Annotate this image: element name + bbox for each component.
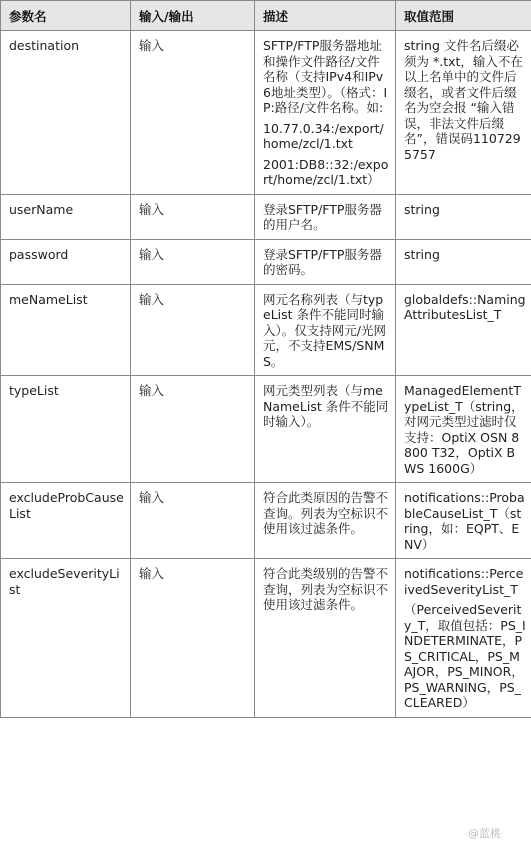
io-cell: 输入 [131,31,255,195]
description-cell [255,376,396,483]
header-param-name: 参数名 [1,1,131,31]
table-row [1,194,531,239]
value-range-text: ManagedElementTypeList_T（string，对网元类型过滤时仅支持：OptiX OSN 8800 T32，OptiX BWS 1600G） [404,383,524,476]
param-name-cell: typeList [1,376,131,483]
description-example-ipv6: 2001:DB8::32:/export/home/zcl/1.txt） [263,156,389,187]
description-example-ipv4: 10.77.0.34:/export/home/zcl/1.txt [263,120,384,151]
description-text: SFTP/FTP服务器地址和操作文件路径/文件名称（支持IPv4和IPv6地址类型）。（格式：IP:路径/文件名称。如: [263,38,388,115]
value-range-cell [396,559,531,718]
value-range-text: notifications::ProbableCauseList_T（string，如：EQPT、ENV） [404,490,525,552]
value-range-text: notifications::PerceivedSeverityList_T [404,566,524,597]
description-cell [255,194,396,239]
value-range-cell [396,483,531,559]
param-name-cell: excludeProbCauseList [1,483,131,559]
table-row [1,239,531,284]
header-input-output: 输入/输出 [131,1,255,31]
table-row [1,559,531,718]
table-row [1,376,531,483]
table-row [1,31,531,195]
value-range-text: string [404,246,440,262]
description-cell [255,239,396,284]
table-row [1,483,531,559]
io-cell: 输入 [131,284,255,376]
io-cell: 输入 [131,239,255,284]
description-cell [255,31,396,195]
param-name-cell: excludeSeverityList [1,559,131,718]
io-cell: 输入 [131,483,255,559]
param-name-cell: userName [1,194,131,239]
description-text: 网元名称列表（与typeList 条件不能同时输入）。仅支持网元/光网元，不支持EMS/SNMS。 [263,291,386,369]
table-header-row [1,1,531,31]
description-text: 网元类型列表（与meNameList 条件不能同时输入）。 [263,383,389,429]
table-row [1,284,531,376]
description-text: 登录SFTP/FTP服务器的密码。 [263,246,382,277]
param-name-cell: destination [1,31,131,195]
param-name-cell: password [1,239,131,284]
value-range-cell [396,284,531,376]
description-text: 符合此类级别的告警不查询，列表为空标识不使用该过滤条件。 [263,566,389,612]
param-name-cell: meNameList [1,284,131,376]
value-range-detail: （PerceivedSeverity_T，取值包括：PS_INDETERMINATE，PS_CRITICAL，PS_MAJOR，PS_MINOR，PS_WARNING，PS_CLEARED） [404,602,526,710]
watermark: @蓝桃 [468,827,501,840]
header-value-range: 取值范围 [396,1,531,31]
value-range-text: string [404,201,440,217]
value-range-cell [396,31,531,195]
header-description: 描述 [255,1,396,31]
value-range-cell [396,239,531,284]
value-range-text: string 文件名后缀必须为 *.txt，输入不在以上名单中的文件后缀名，或者文件后缀名为空会报 “输入错误，非法文件后缀名”，错误码1107295757 [404,38,523,162]
value-range-cell [396,194,531,239]
description-text: 符合此类原因的告警不查询。列表为空标识不使用该过滤条件。 [263,490,389,536]
description-cell [255,483,396,559]
description-cell [255,559,396,718]
value-range-text: globaldefs::NamingAttributesList_T [404,291,526,322]
io-cell: 输入 [131,376,255,483]
value-range-cell [396,376,531,483]
description-cell [255,284,396,376]
io-cell: 输入 [131,559,255,718]
description-text: 登录SFTP/FTP服务器的用户名。 [263,201,382,232]
io-cell: 输入 [131,194,255,239]
